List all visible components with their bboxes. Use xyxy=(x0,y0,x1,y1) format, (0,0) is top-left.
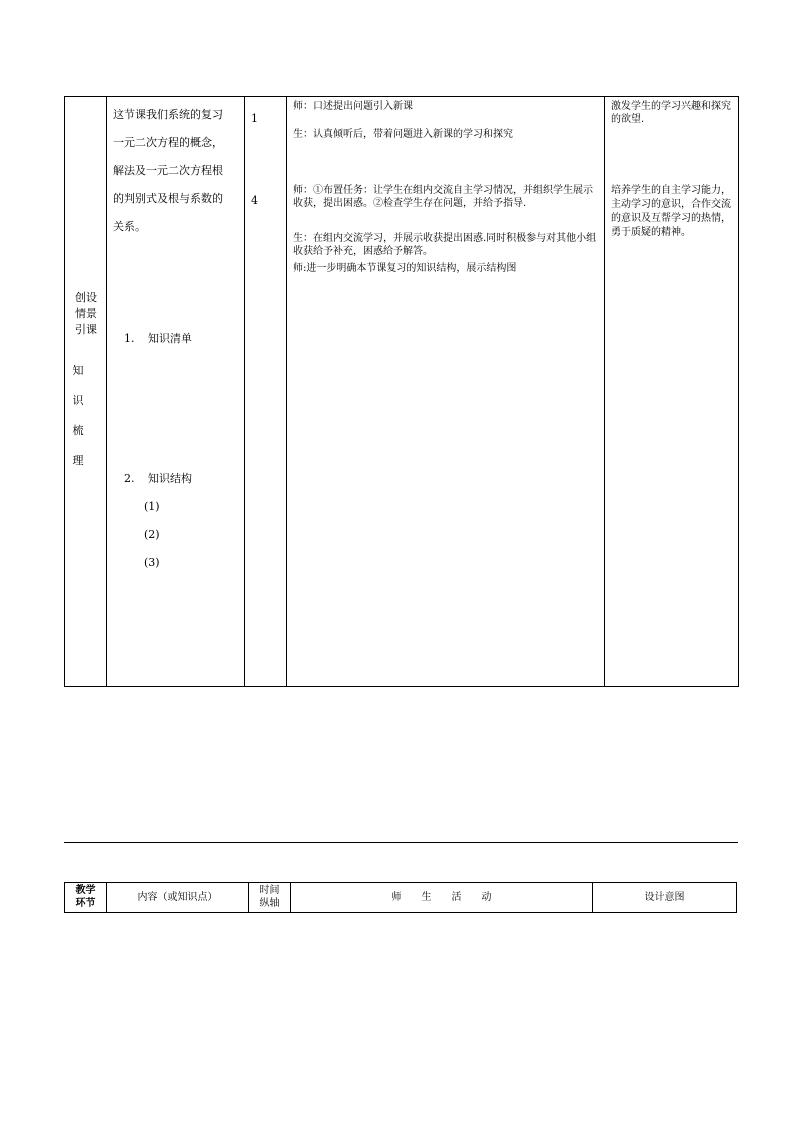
activity-teacher-1: 师：口述提出问题引入新课 xyxy=(293,101,413,112)
content-line: 解法及一元二次方程根 xyxy=(113,164,223,177)
stage-char: 识 xyxy=(72,394,84,407)
header-intent: 设计意图 xyxy=(644,892,685,903)
content-line: 关系。 xyxy=(113,220,146,233)
content-line: 的判别式及根与系数的 xyxy=(113,192,223,205)
stage-char: 理 xyxy=(72,454,84,467)
stage-label-intro: 创设 情景 引课 xyxy=(75,291,97,336)
list-number: 2. xyxy=(124,472,135,485)
page-divider xyxy=(64,842,738,843)
header-content: 内容（或知识点） xyxy=(137,892,218,903)
header-time: 时间 纵轴 xyxy=(259,885,280,909)
list-item-knowledge-list: 知识清单 xyxy=(148,332,192,345)
intent-1: 激发学生的学习兴趣和探究的欲望. xyxy=(611,101,731,125)
activity-teacher-2: 师：①布置任务：让学生在组内交流自主学习情况，并组织学生展示收获，提出困惑。②检查学生存在问题，并给予指导. xyxy=(293,185,593,209)
stage-char: 梳 xyxy=(72,424,84,437)
sub-item: (3) xyxy=(144,556,160,569)
activity-student-1: 生：认真倾听后，带着问题进入新课的学习和探究 xyxy=(293,129,513,140)
header-stage: 教学 环节 xyxy=(75,885,96,909)
activity-teacher-3: 师:进一步明确本节课复习的知识结构，展示结构图 xyxy=(293,263,517,274)
time-value: 4 xyxy=(251,194,258,207)
sub-item: (2) xyxy=(144,528,160,541)
content-line: 一元二次方程的概念， xyxy=(113,136,223,149)
header-activity: 师 生 活 动 xyxy=(391,892,492,903)
list-item-knowledge-structure: 知识结构 xyxy=(148,472,192,485)
time-value: 1 xyxy=(251,112,258,125)
list-number: 1. xyxy=(124,332,135,345)
intent-2: 培养学生的自主学习能力，主动学习的意识，合作交流的意识及互帮学习的热情，勇于质疑的精神。 xyxy=(611,185,731,238)
sub-item: (1) xyxy=(144,500,160,513)
activity-student-2: 生：在组内交流学习，并展示收获提出困惑.同时积极参与对其他小组收获给予补充，困惑给予解答。 xyxy=(293,233,597,257)
content-line: 这节课我们系统的复习 xyxy=(113,108,223,121)
stage-char: 知 xyxy=(72,364,84,377)
